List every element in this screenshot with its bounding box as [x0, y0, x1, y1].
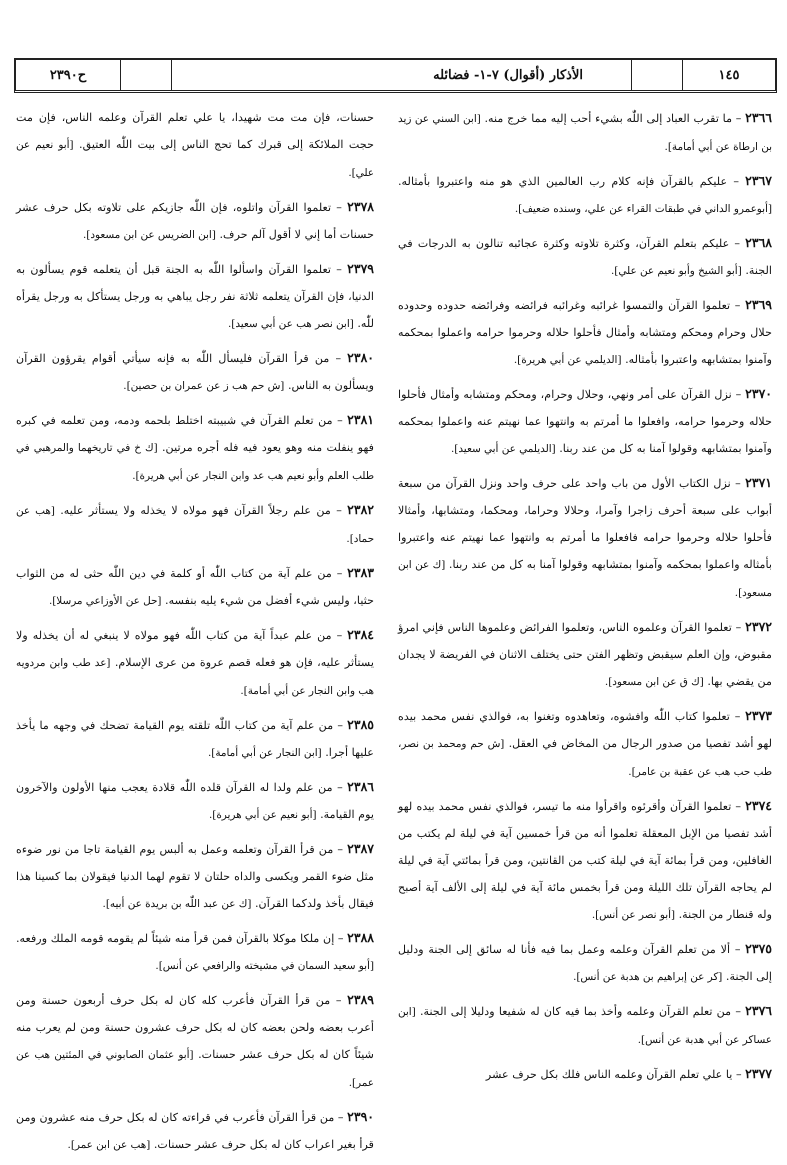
- hadith-text: – من قرأ القرآن وتعلمه وعمل به ألبس يوم القيامة تاجا من نور ضوءه مثل ضوء القمر ويكسى والداه حلتان لا تقوم لهما الدنيا فيقولان بما كسينا هذا فيقال بأخذ ولدكما القرآن.: [16, 843, 374, 910]
- hadith-number: ٢٣٨٣: [347, 565, 375, 580]
- hadith-entry: [398, 792, 772, 929]
- hadith-range: ح٢٣٩٠: [49, 67, 87, 83]
- hadith-number: ٢٣٨٢: [347, 502, 375, 517]
- hadith-entry: [398, 613, 772, 696]
- hadith-text: – من قرأ القرآن فليسأل اللّٰه به فإنه سيأتي أقوام يقرؤون القرآن ويسألون به الناس.: [16, 352, 374, 392]
- hadith-entry: [398, 997, 772, 1054]
- hadith-entry: [16, 711, 374, 767]
- hadith-entry: [16, 986, 374, 1097]
- hadith-number: ٢٣٨٦: [347, 779, 375, 794]
- hadith-entry: [16, 344, 374, 400]
- hadith-number: ٢٣٦٧: [745, 173, 772, 188]
- hadith-number: ٢٣٦٩: [745, 297, 772, 312]
- hadith-entry: [16, 924, 374, 980]
- hadith-entry: [398, 469, 772, 607]
- hadith-number: ٢٣٩٠: [347, 1109, 374, 1124]
- hadith-source: [الديلمي عن أبي هريرة].: [513, 354, 622, 366]
- hadith-text: – عليكم بالقرآن فإنه كلام رب العالمين الذي هو منه واعتبروا بأمثاله.: [398, 175, 739, 188]
- hadith-number: ٢٣٧١: [745, 475, 772, 490]
- hadith-source: [أبو نعيم عن أبي هريرة].: [208, 809, 317, 821]
- hadith-number: ٢٣٨٥: [347, 717, 375, 732]
- hadith-source: [أبو نعيم عن علي].: [16, 139, 374, 179]
- hadith-source: [ابن نصر هب عن أبي سعيد].: [227, 318, 354, 330]
- hadith-entry: [398, 1060, 772, 1088]
- hadith-text: – تعلموا القرآن واتلوه، فإن اللّٰه جازيكم على تلاوته بكل حرف عشر حسنات أما إني لا أقول آلم حرف.: [16, 201, 374, 241]
- hadith-source: [ك عن عبد اللّٰه بن بريدة عن أبيه].: [102, 898, 252, 910]
- hadith-text: – نزل الكتاب الأول من باب واحد على حرف واحد ونزل القرآن من سبعة أبواب على سبعة أحرف زاجرا وآمرا، وحلالا وحراما، ومحكما، ومتشابها، وأمثالا فأحلوا حلاله وحرموا حرامه فافعلوا ما أمرتم به وانتهوا عما نهيتم عنه واعتبروا بأمثاله واعملوا بمحكمه وآمنوا بمتشابهه وقولوا آمنا به كل من عند ربنا.: [398, 477, 772, 571]
- hadith-number: ٢٣٧٣: [745, 708, 772, 723]
- hadith-source: [ابن الضريس عن ابن مسعود].: [82, 229, 216, 241]
- hadith-text: – من علم آية من كتاب اللّٰه تلقته يوم القيامة تضحك في وجهه ما يأخذ عليها أجرا.: [16, 719, 374, 759]
- hadith-text: – عليكم بتعلم القرآن، وكثرة تلاوته وكثرة عجائبه تنالون به الدرجات في الجنة.: [398, 237, 772, 277]
- hadith-source: [أبو سعيد السمان في مشيخته والرافعي عن أنس].: [155, 960, 374, 972]
- hadith-text: – من قرأ القرآن فأعرب كله كان له بكل حرف أربعون حسنة ومن أعرب بعضه ولحن بعضه كان له بكل حرف عشرون حسنة ومن لم يعرب منه شيئاً كان له بكل حرف عشر حسنات.: [16, 994, 374, 1061]
- hadith-number: ٢٣٨١: [347, 412, 375, 427]
- hadith-text: – تعلموا القرآن واسألوا اللّٰه به الجنة قبل أن يتعلمه قوم يسألون به الدنيا، فإن القرآن يتعلمه ثلاثة نفر رجل يباهي به ورجل يستأكل به ورجل يقرأه للّٰه.: [16, 263, 374, 330]
- hadith-text: – ألا من تعلم القرآن وعلمه وعمل بما فيه فأنا له سائق إلى الجنة ودليل إلى الجنة.: [398, 943, 772, 983]
- hadith-text: – ما تقرب العباد إلى اللّٰه بشيء أحب إليه مما خرج منه.: [484, 112, 742, 125]
- chapter-title: الأذكار (أقوال) ٧-١- فضائله: [171, 60, 631, 90]
- hadith-number: ٢٣٧٨: [347, 199, 374, 214]
- hadith-number: ٢٣٨٠: [347, 350, 374, 365]
- hadith-number: ٢٣٨٧: [347, 841, 375, 856]
- hadith-source: [ك خ في تاريخهما والمرهبي في طلب العلم وأبو نعيم هب عد وابن النجار عن أبي هريرة].: [16, 442, 374, 482]
- hadith-entry: [16, 559, 374, 615]
- hadith-text: – من علم رجلاً القرآن فهو مولاه لا يخذله ولا يستأثر عليه.: [60, 504, 342, 517]
- hadith-source: [ابن عساكر عن أبي هدبة عن أنس].: [398, 1006, 772, 1046]
- hadith-number: ٢٣٧٢: [745, 619, 772, 634]
- hadith-source: [ك عن ابن مسعود].: [398, 559, 772, 599]
- hadith-entry: [16, 496, 374, 553]
- hadith-entry: [16, 835, 374, 918]
- hadith-text: – يا علي تعلم القرآن وعلمه الناس فلك بكل حرف عشر: [485, 1068, 742, 1081]
- hadith-entry: [16, 193, 374, 249]
- hadith-text: – من تعلم القرآن وعلمه وأخذ بما فيه كان له شفيعا ودليلا إلى الجنة.: [419, 1005, 741, 1018]
- hadith-entry: [398, 380, 772, 463]
- right-column: [398, 104, 772, 1094]
- hadith-number: ٢٣٨٩: [347, 992, 375, 1007]
- hadith-text: – من علم آية من كتاب اللّٰه أو كلمة في دين اللّٰه حثى له من الثواب حثيا، وليس شيء أفضل من شيء يليه بنفسه.: [16, 567, 374, 607]
- hadith-number: ٢٣٧٧: [745, 1066, 772, 1081]
- hadith-text: حسنات، فإن مت مت شهيدا، يا علي تعلم القرآن وعلمه الناس، فإن مت حجت الملائكة إلى قبرك كما تحج الناس إلى بيت اللّٰه العتيق.: [16, 111, 374, 151]
- hadith-text: – إن ملكا موكلا بالقرآن فمن قرأ منه شيئاً لم يقومه قومه الملك ورفعه.: [16, 932, 344, 945]
- hadith-source: [حل عن الأوزاعي مرسلا].: [48, 595, 162, 607]
- header-divider-cell: [120, 60, 171, 90]
- hadith-number: ٢٣٧٩: [347, 261, 374, 276]
- hadith-entry: [398, 167, 772, 223]
- hadith-text: – من تعلم القرآن في شبيبته اختلط بلحمه ودمه، ومن تعلمه في كبره فهو ينفلت منه وهو يعود فيه فله أجره مرتين.: [16, 414, 374, 454]
- hadith-number: ٢٣٧٦: [745, 1003, 772, 1018]
- hadith-entry: [398, 702, 772, 786]
- hadith-number: ٢٣٧٥: [745, 941, 772, 956]
- hadith-source: [أبوعمرو الداني في طبقات القراء عن علي، وسنده ضعيف].: [514, 203, 772, 215]
- left-column: [16, 104, 374, 1165]
- hadith-entry: [398, 291, 772, 374]
- hadith-text: – من علم عبداً آية من كتاب اللّٰه فهو مولاه لا ينبغي له أن يخذله ولا يستأثر عليه، فإن هو فعله قصم عروة من عرى الإسلام.: [16, 629, 375, 669]
- hadith-number: ٢٣٦٦: [745, 110, 772, 125]
- hadith-source: [كر عن إبراهيم بن هدبة عن أنس].: [573, 971, 723, 983]
- hadith-source: [أبو الشيخ وأبو نعيم عن علي].: [610, 265, 742, 277]
- page: [14, 14, 776, 1151]
- hadith-source: [عد طب وابن مردويه هب وابن النجار عن أبي أمامة].: [16, 657, 374, 697]
- hadith-entry: [16, 621, 374, 705]
- hadith-entry: [16, 104, 374, 187]
- page-number: ١٤٥: [682, 60, 775, 90]
- hadith-entry: [16, 1103, 374, 1159]
- hadith-source: [أبو نصر عن أنس].: [591, 909, 676, 921]
- hadith-text: – من علم ولدا له القرآن قلده اللّٰه قلادة يعجب منها الأولون والآخرون يوم القيامة.: [16, 781, 374, 821]
- hadith-number: ٢٣٦٨: [745, 235, 772, 250]
- hadith-entry: [398, 229, 772, 285]
- hadith-entry: [16, 773, 374, 829]
- hadith-text: – نزل القرآن على أمر ونهي، وحلال وحرام، ومحكم ومتشابه وأمثال فأحلوا حلاله وحرموا حرامه، وافعلوا ما أمرتم به وانتهوا عما نهيتم عنه واعملوا بمحكمه وآمنوا بمتشابهه وقولوا آمنا به كل من عند ربنا.: [398, 388, 772, 455]
- hadith-entry: [16, 255, 374, 338]
- hadith-number: ٢٣٨٨: [347, 930, 374, 945]
- hadith-number: ٢٣٧٠: [745, 386, 772, 401]
- hadith-text: – تعلموا القرآن وأقرئوه واقرأوا منه ما تيسر، فوالذي نفس محمد بيده لهو أشد تفصيا من الإبل المعقلة تعلموا أنه من قرأ خمسين آية في ليلة لم يكتب من الغافلين، ومن قرأ بمائة آية في ليلة كتب من القانتين، ومن قرأ بمائتي آية في ليلة لم يحاجه القرآن تلك الليلة ومن قرأ بخمس مائة آية في ليلة إلى الألف آية أصبح وله قنطار من الجنة.: [398, 800, 772, 921]
- hadith-entry: [398, 935, 772, 991]
- hadith-entry: [16, 406, 374, 490]
- hadith-number: ٢٣٧٤: [745, 798, 772, 813]
- hadith-entry: [398, 104, 772, 161]
- running-header: [14, 58, 777, 93]
- hadith-source: [الديلمي عن أبي سعيد].: [451, 443, 556, 455]
- hadith-text: – تعلموا كتاب اللّٰه وافشوه، وتعاهدوه وتغنوا به، فوالذي نفس محمد بيده لهو أشد تفصيا من صدور الرجال من المخاض في العقل.: [398, 710, 773, 750]
- hadith-number: ٢٣٨٤: [347, 627, 374, 642]
- hadith-text: – تعلموا القرآن والتمسوا غرائبه وغرائبه فرائضه وفرائضه حدوده وحدوده حلال وحرام ومحكم ومتشابه وأمثال فأحلوا حلاله وحرموا حرامه واعملوا بمحكمه وآمنوا بمتشابهه واعتبروا بأمثاله.: [398, 299, 772, 366]
- hadith-source: [ك ق عن ابن مسعود].: [604, 676, 704, 688]
- hadith-source: [ابن السني عن زيد بن ارطاة عن أبي أمامة].: [398, 113, 772, 153]
- hadith-source: [ابن النجار عن أبي أمامة].: [207, 747, 322, 759]
- hadith-text: – تعلموا القرآن وعلموه الناس، وتعلموا الفرائض وعلموها الناس فإني امرؤ مقبوض، وإن العلم سيقبض وتظهر الفتن حتى يختلف الاثنان في الفريضة لا يجدان من يقضي بها.: [398, 621, 772, 688]
- hadith-source: [ش حم ومحمد بن نصر، طب حب هب عن عقبة بن عامر].: [398, 738, 772, 778]
- header-divider-cell: [631, 60, 682, 90]
- hadith-text: – من قرأ القرآن فأعرب في قراءته كان له بكل حرف منه عشرون ومن قرأ بغير اعراب كان له بكل حرف عشر حسنات.: [16, 1111, 374, 1151]
- hadith-source: [أبو عثمان الصابوني في المئتين هب عن عمر].: [16, 1049, 374, 1089]
- hadith-source: [هب عن ابن عمر].: [67, 1139, 151, 1151]
- hadith-source: [هب عن حماد].: [16, 505, 374, 545]
- hadith-source: [ش حم هب ز عن عمران بن حصين].: [123, 380, 285, 392]
